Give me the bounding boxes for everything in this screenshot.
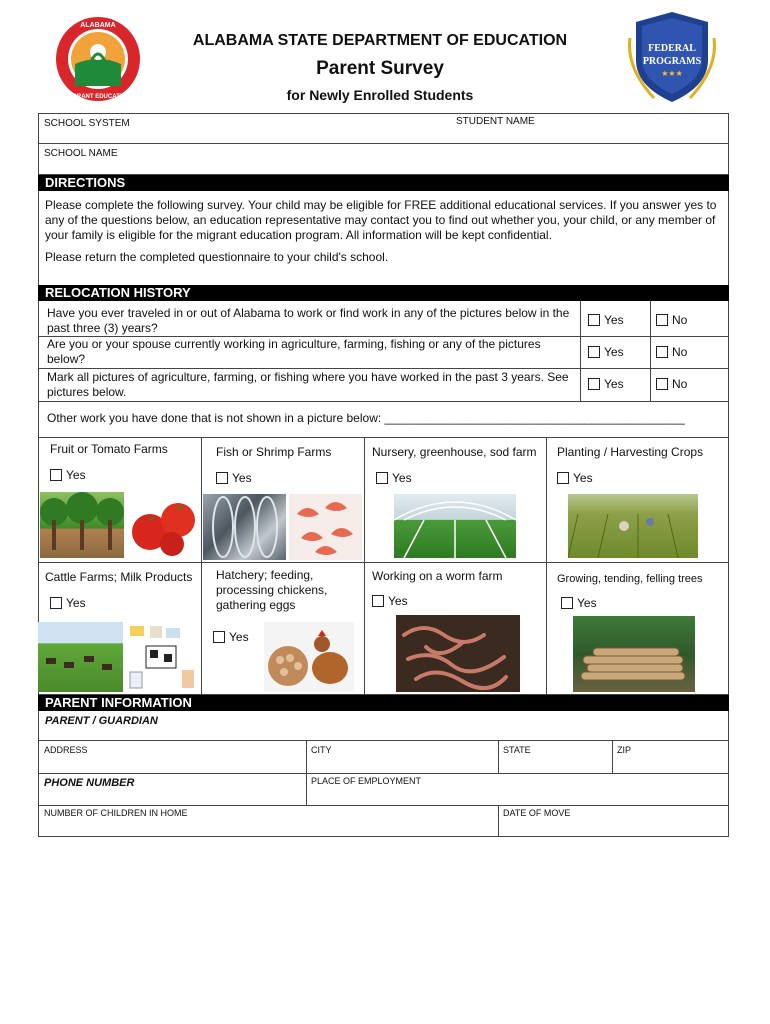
checkbox-icon [213,631,225,643]
checkbox-icon [656,378,668,390]
cattle-image [38,622,123,692]
work-yes-cattle[interactable]: Yes [50,596,86,611]
work-label-planting: Planting / Harvesting Crops [557,445,704,459]
checkbox-icon [50,469,62,481]
other-work-field[interactable]: Other work you have done that is not shown in a picture below: _____________________________________________ [47,411,685,425]
checkbox-icon [656,314,668,326]
date-of-move-field[interactable]: DATE OF MOVE [503,808,571,818]
agency-name: ALABAMA STATE DEPARTMENT OF EDUCATION [192,32,568,49]
zip-field[interactable]: ZIP [617,745,632,755]
parent-info-heading: PARENT INFORMATION [38,695,729,711]
parent-info-box [38,711,729,837]
employment-field[interactable]: PLACE OF EMPLOYMENT [311,776,422,786]
federal-programs-logo [624,8,720,106]
crop-field-image [568,494,698,558]
question-1-yes[interactable]: Yes [588,313,624,328]
checkbox-icon [561,597,573,609]
svg-text:PROGRAMS: PROGRAMS [642,56,702,67]
work-label-fish: Fish or Shrimp Farms [216,445,332,459]
guardian-field[interactable]: PARENT / GUARDIAN [45,715,158,727]
address-field[interactable]: ADDRESS [44,745,88,755]
orchard-image [40,492,124,558]
work-label-hatchery: Hatchery; feeding, processing chickens, gathering eggs [216,568,328,612]
work-yes-nursery[interactable]: Yes [376,471,412,486]
question-2-yes[interactable]: Yes [588,345,624,360]
directions-heading: DIRECTIONS [38,175,729,191]
checkbox-icon [588,346,600,358]
relocation-heading: RELOCATION HISTORY [38,285,729,301]
page-subtitle: for Newly Enrolled Students [286,87,474,103]
student-name-field[interactable]: STUDENT NAME [456,116,535,127]
migrant-education-logo [55,16,141,102]
svg-text:ALABAMA: ALABAMA [80,22,116,29]
phone-field[interactable]: PHONE NUMBER [44,777,135,789]
checkbox-icon [588,378,600,390]
work-yes-worm[interactable]: Yes [372,594,408,609]
work-yes-hatchery[interactable]: Yes [213,630,249,645]
question-3: Mark all pictures of agriculture, farming, or fishing where you have worked in the past 3 years. See pictures below. [47,370,569,399]
chicken-eggs-image [264,622,354,692]
question-3-no[interactable]: No [656,377,687,392]
checkbox-icon [376,472,388,484]
state-field[interactable]: STATE [503,745,531,755]
school-system-field[interactable]: SCHOOL SYSTEM [44,118,130,129]
page-title: Parent Survey [316,58,444,79]
top-fields-box [38,113,729,175]
question-3-yes[interactable]: Yes [588,377,624,392]
work-label-cattle: Cattle Farms; Milk Products [45,570,193,584]
work-yes-trees[interactable]: Yes [561,596,597,611]
checkbox-icon [50,597,62,609]
checkbox-icon [216,472,228,484]
question-2: Are you or your spouse currently working in agriculture, farming, fishing or any of the pictures below? [47,337,541,366]
shrimp-image [289,494,362,560]
children-field[interactable]: NUMBER OF CHILDREN IN HOME [44,808,188,818]
work-label-nursery: Nursery, greenhouse, sod farm [372,445,537,459]
checkbox-icon [557,472,569,484]
svg-text:★★★: ★★★ [661,69,683,78]
work-yes-planting[interactable]: Yes [557,471,593,486]
work-label-worm: Working on a worm farm [372,569,503,583]
work-yes-fruit[interactable]: Yes [50,468,86,483]
felled-trees-image [573,616,695,692]
work-yes-fish[interactable]: Yes [216,471,252,486]
worm-image [396,615,520,692]
tomato-image [128,492,198,558]
return-note: Please return the completed questionnaire to your child's school. [45,250,389,264]
milk-products-image [126,622,198,692]
question-2-no[interactable]: No [656,345,687,360]
question-1-no[interactable]: No [656,313,687,328]
checkbox-icon [656,346,668,358]
greenhouse-image [394,494,516,558]
question-1: Have you ever traveled in or out of Alabama to work or find work in any of the pictures below in the past three (3) years? [47,306,570,335]
svg-text:MIGRANT EDUCATION: MIGRANT EDUCATION [65,94,131,100]
work-label-fruit: Fruit or Tomato Farms [50,442,168,456]
directions-paragraph: Please complete the following survey. Your child may be eligible for FREE additional educational services. If you answer yes to any of the questions below, an education representative may contact you to find out whether you, your child, or any member of your family is eligible for the migrant education program. All information will be kept confidential. [45,198,717,242]
school-name-field[interactable]: SCHOOL NAME [44,148,118,159]
work-label-trees: Growing, tending, felling trees [557,573,703,585]
svg-text:FEDERAL: FEDERAL [648,43,696,54]
checkbox-icon [588,314,600,326]
checkbox-icon [372,595,384,607]
city-field[interactable]: CITY [311,745,332,755]
fish-image [203,494,286,560]
